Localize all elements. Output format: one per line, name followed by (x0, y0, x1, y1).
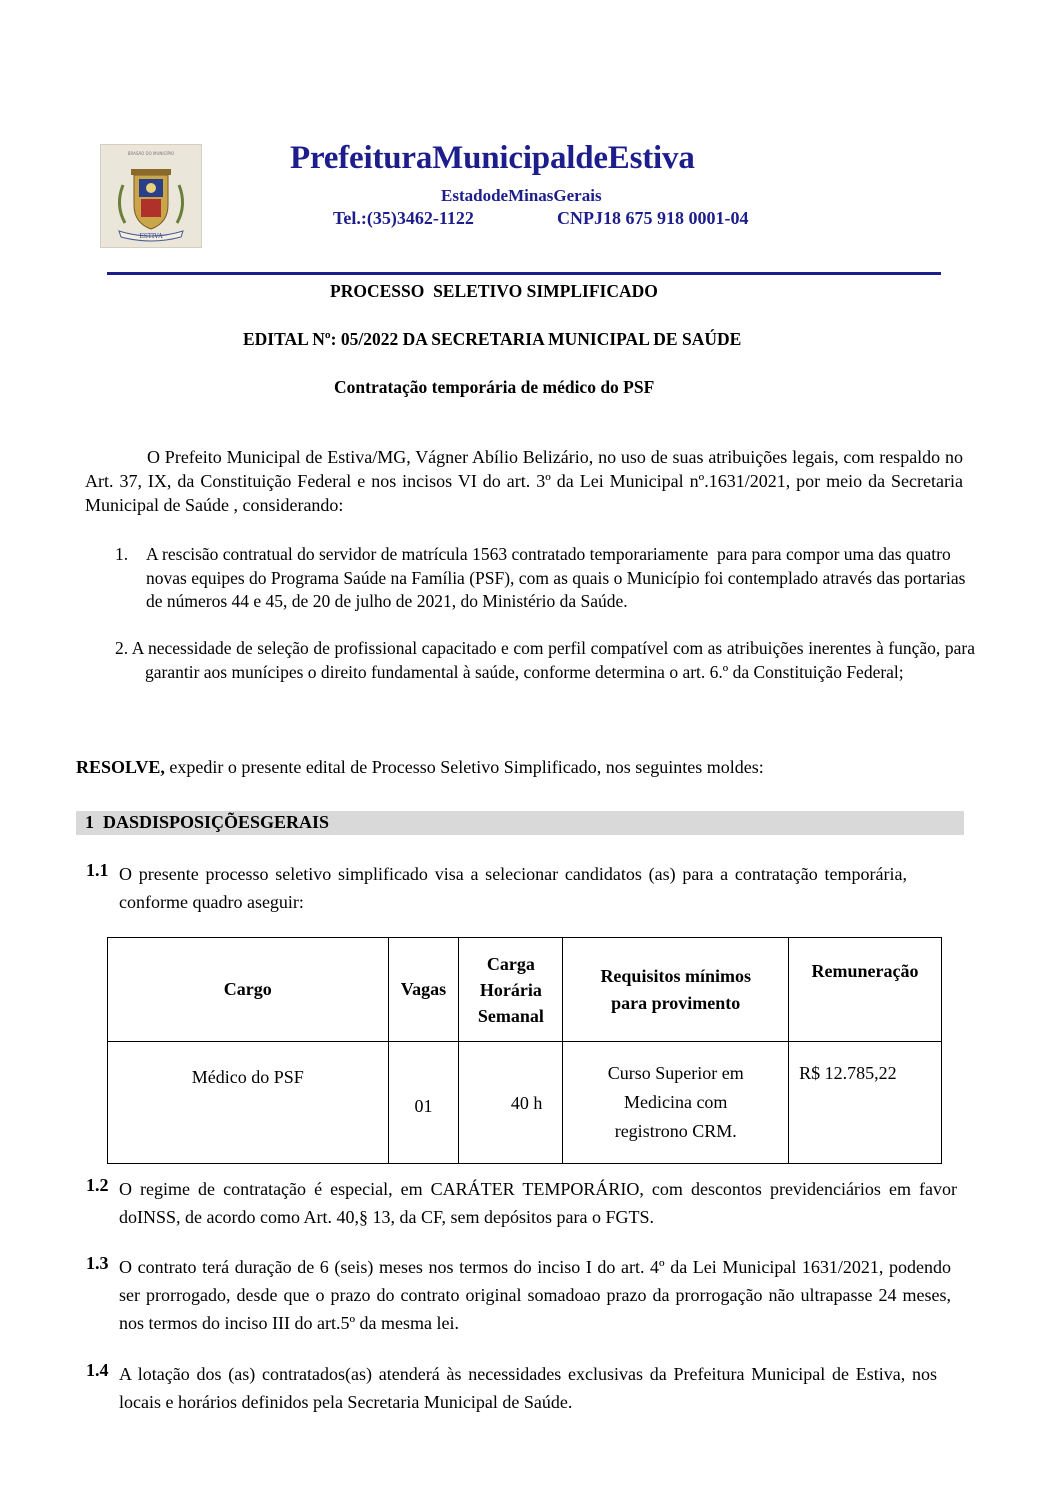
consideration-text: A rescisão contratual do servidor de matrícula 1563 contratado temporariamente para para compor uma das quatro novas equipes do Programa Saúde na Família (PSF), com as quais o Município foi contemplado através das portarias de números 44 e 45, de 20 de julho de 2021, do Ministério da Saúde. (146, 544, 970, 611)
subject-title: Contratação temporária de médico do PSF (334, 377, 655, 397)
state-name: EstadodeMinasGerais (441, 186, 602, 205)
resolve-statement (76, 757, 764, 778)
cell-remuneracao: R$ 12.785,22 (789, 1042, 942, 1164)
cell-requisitos-line: Curso Superior em (607, 1063, 744, 1083)
header-carga-line: Semanal (477, 1005, 544, 1026)
header-carga-line: Carga (486, 953, 535, 974)
clause-text: O contrato terá duração de 6 (seis) meses nos termos do inciso I do art. 4º da Lei Municipal 1631/2021, podendo ser prorrogado, desde que o prazo do contrato original somadoao prazo da prorrogação não ultrapasse 24 meses, nos termos do inciso III do art.5º da mesma lei. (119, 1257, 951, 1333)
telephone: Tel.:(35)3462-1122 (333, 208, 474, 228)
cell-vagas: 01 (388, 1042, 459, 1164)
header-remuneracao: Remuneração (789, 938, 942, 1042)
cell-requisitos-line: Medicina com (623, 1092, 728, 1112)
clause-text: O regime de contratação é especial, em CARÁTER TEMPORÁRIO, com descontos previdenciários em favor doINSS, de acordo como Art. 40,§ 13, da CF, sem depósitos para o FGTS. (119, 1179, 957, 1227)
header-requisitos-line: para provimento (611, 992, 741, 1013)
table-header-row (108, 938, 942, 1042)
consideration-number: 2. (115, 638, 129, 658)
resolve-text: expedir o presente edital de Processo Seletivo Simplificado, nos seguintes moldes: (164, 757, 764, 777)
header-carga-line: Horária (479, 979, 542, 1000)
organization-name: PrefeituraMunicipaldeEstiva (290, 140, 695, 176)
clause-text: A lotação dos (as) contratados(as) atenderá às necessidades exclusivas da Prefeitura Municipal de Estiva, nos locais e horários definidos pela Secretaria Municipal de Saúde. (119, 1364, 937, 1412)
consideration-number: 1. (115, 544, 129, 564)
header-divider (107, 272, 941, 275)
header-requisitos (563, 938, 789, 1042)
positions-table (107, 937, 942, 1164)
header-requisitos-line: Requisitos mínimos (600, 965, 751, 986)
process-title: PROCESSO SELETIVO SIMPLIFICADO (330, 281, 658, 301)
municipal-crest-icon (100, 144, 202, 248)
intro-paragraph: O Prefeito Municipal de Estiva/MG, Vágner Abílio Belizário, no uso de suas atribuições legais, com respaldo no Art. 37, IX, da Constituição Federal e nos incisos VI do art. 3º da Lei Municipal nº.1631/2021, por meio da Secretaria Municipal de Saúde , considerando: (85, 447, 963, 515)
svg-text:BRASÃO DO MUNICÍPIO: BRASÃO DO MUNICÍPIO (127, 151, 175, 156)
svg-text:ESTIVA: ESTIVA (139, 233, 163, 240)
section-title: DASDISPOSIÇÕESGERAIS (103, 812, 330, 832)
clause-number: 1.3 (86, 1253, 109, 1273)
cell-cargo: Médico do PSF (108, 1042, 389, 1164)
cnpj-number: CNPJ18 675 918 0001-04 (557, 208, 749, 228)
header-vagas: Vagas (388, 938, 459, 1042)
table-row (108, 1042, 942, 1164)
clause-text: O presente processo seletivo simplificado visa a selecionar candidatos (as) para a contratação temporária, conforme quadro aseguir: (119, 864, 907, 912)
header-cargo: Cargo (108, 938, 389, 1042)
header-carga (459, 938, 563, 1042)
consideration-item (115, 637, 975, 684)
consideration-text: A necessidade de seleção de profissional capacitado e com perfil compatível com as atribuições inerentes à função, para garantir aos munícipes o direito fundamental à saúde, conforme determina o art. 6.º da Constituição Federal; (131, 638, 975, 682)
section-heading (85, 812, 329, 833)
clause-number: 1.2 (86, 1175, 109, 1195)
clause-number: 1.1 (86, 860, 109, 880)
cell-requisitos (563, 1042, 789, 1164)
section-number: 1 (85, 812, 94, 832)
resolve-keyword: RESOLVE, (76, 757, 165, 777)
cell-carga: 40 h (459, 1042, 563, 1164)
cell-requisitos-line: registrono CRM. (614, 1121, 737, 1141)
clause-number: 1.4 (86, 1360, 109, 1380)
edital-title: EDITAL Nº: 05/2022 DA SECRETARIA MUNICIPAL DE SAÚDE (243, 329, 742, 349)
